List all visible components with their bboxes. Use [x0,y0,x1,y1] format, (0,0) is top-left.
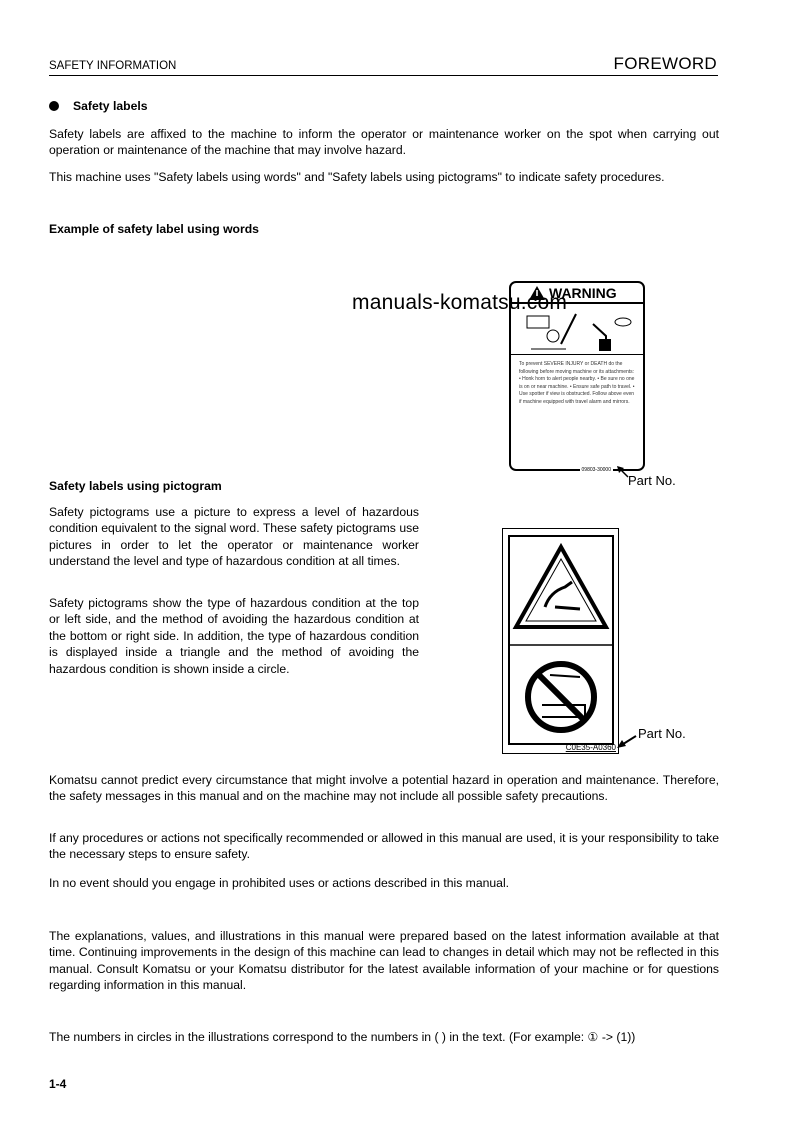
chapter-header: FOREWORD [613,54,717,73]
pictogram-label-image [502,528,619,754]
pictogram-para1: Safety pictograms use a picture to express a level of hazardous condition equivalent to the signal word. These safety pictograms use pictures in order to let the operator or maintenance worker understand the level and type of hazardous condition at all times. [49,505,419,569]
body-para2: If any procedures or actions not specifically recommended or allowed in this manual are used, it is your responsibility to take the necessary steps to ensure safety. [49,831,719,862]
warning-label-text: To prevent SEVERE INJURY or DEATH do the following before moving machine or its attachments: • Honk horn to alert people nearby. • Be sure no one is on or near machine. • Ensure safe path to travel. • Use spotter if view is obstructed. Follow above even if machine equipped with travel alarm and mirrors. [519,361,635,405]
watermark: manuals-komatsu.com [352,291,568,314]
pictogram-frame [508,535,614,745]
safety-labels-para2: This machine uses "Safety labels using words" and "Safety labels using pictograms" to indicate safety procedures. [49,170,665,184]
body-para3: In no event should you engage in prohibited uses or actions described in this manual. [49,876,510,890]
page-number: 1-4 [49,1077,67,1091]
pictogram-drawing [510,537,612,743]
pictogram-part-number: C0E35-A0360 [565,743,616,752]
safety-labels-heading [49,99,148,113]
body-para4: The explanations, values, and illustrations in this manual were prepared based on the latest information available at that time. Continuing improvements in the design of this machine can lead to changes in detail which may not be reflected in this manual. Consult Komatsu or your Komatsu distributor for the latest available information of your machine or for questions regarding information in this manual. [49,929,719,993]
part-no-label: Part No. [628,473,676,488]
header-rule [49,75,718,76]
pictogram-para2: Safety pictograms show the type of hazardous condition at the top or left side, and the method of avoiding the hazardous condition at the bottom or right side. In addition, the type of hazardous condition is displayed inside a triangle and the method of avoiding the hazardous condition is shown inside a circle. [49,596,419,676]
heading-text: Safety labels [73,99,148,113]
words-example-heading: Example of safety label using words [49,222,259,236]
warning-label-part-number: 09803-30000 [581,467,611,473]
warning-title: WARNING [549,285,617,301]
part-no-label: Part No. [638,726,686,741]
pictogram-heading: Safety labels using pictogram [49,479,222,493]
safety-labels-para1: Safety labels are affixed to the machine to inform the operator or maintenance worker on the spot when carrying out operation or maintenance of the machine that may involve hazard. [49,127,719,158]
body-para5: The numbers in circles in the illustrations correspond to the numbers in ( ) in the text. (For example: ① -> (1)) [49,1030,636,1044]
body-para1: Komatsu cannot predict every circumstance that might involve a potential hazard in operation and maintenance. Therefore, the safety messages in this manual and on the machine may not include all possible safety precautions. [49,773,719,804]
arrow-icon [617,735,637,749]
bullet-icon [49,101,59,111]
section-header: SAFETY INFORMATION [49,60,177,72]
